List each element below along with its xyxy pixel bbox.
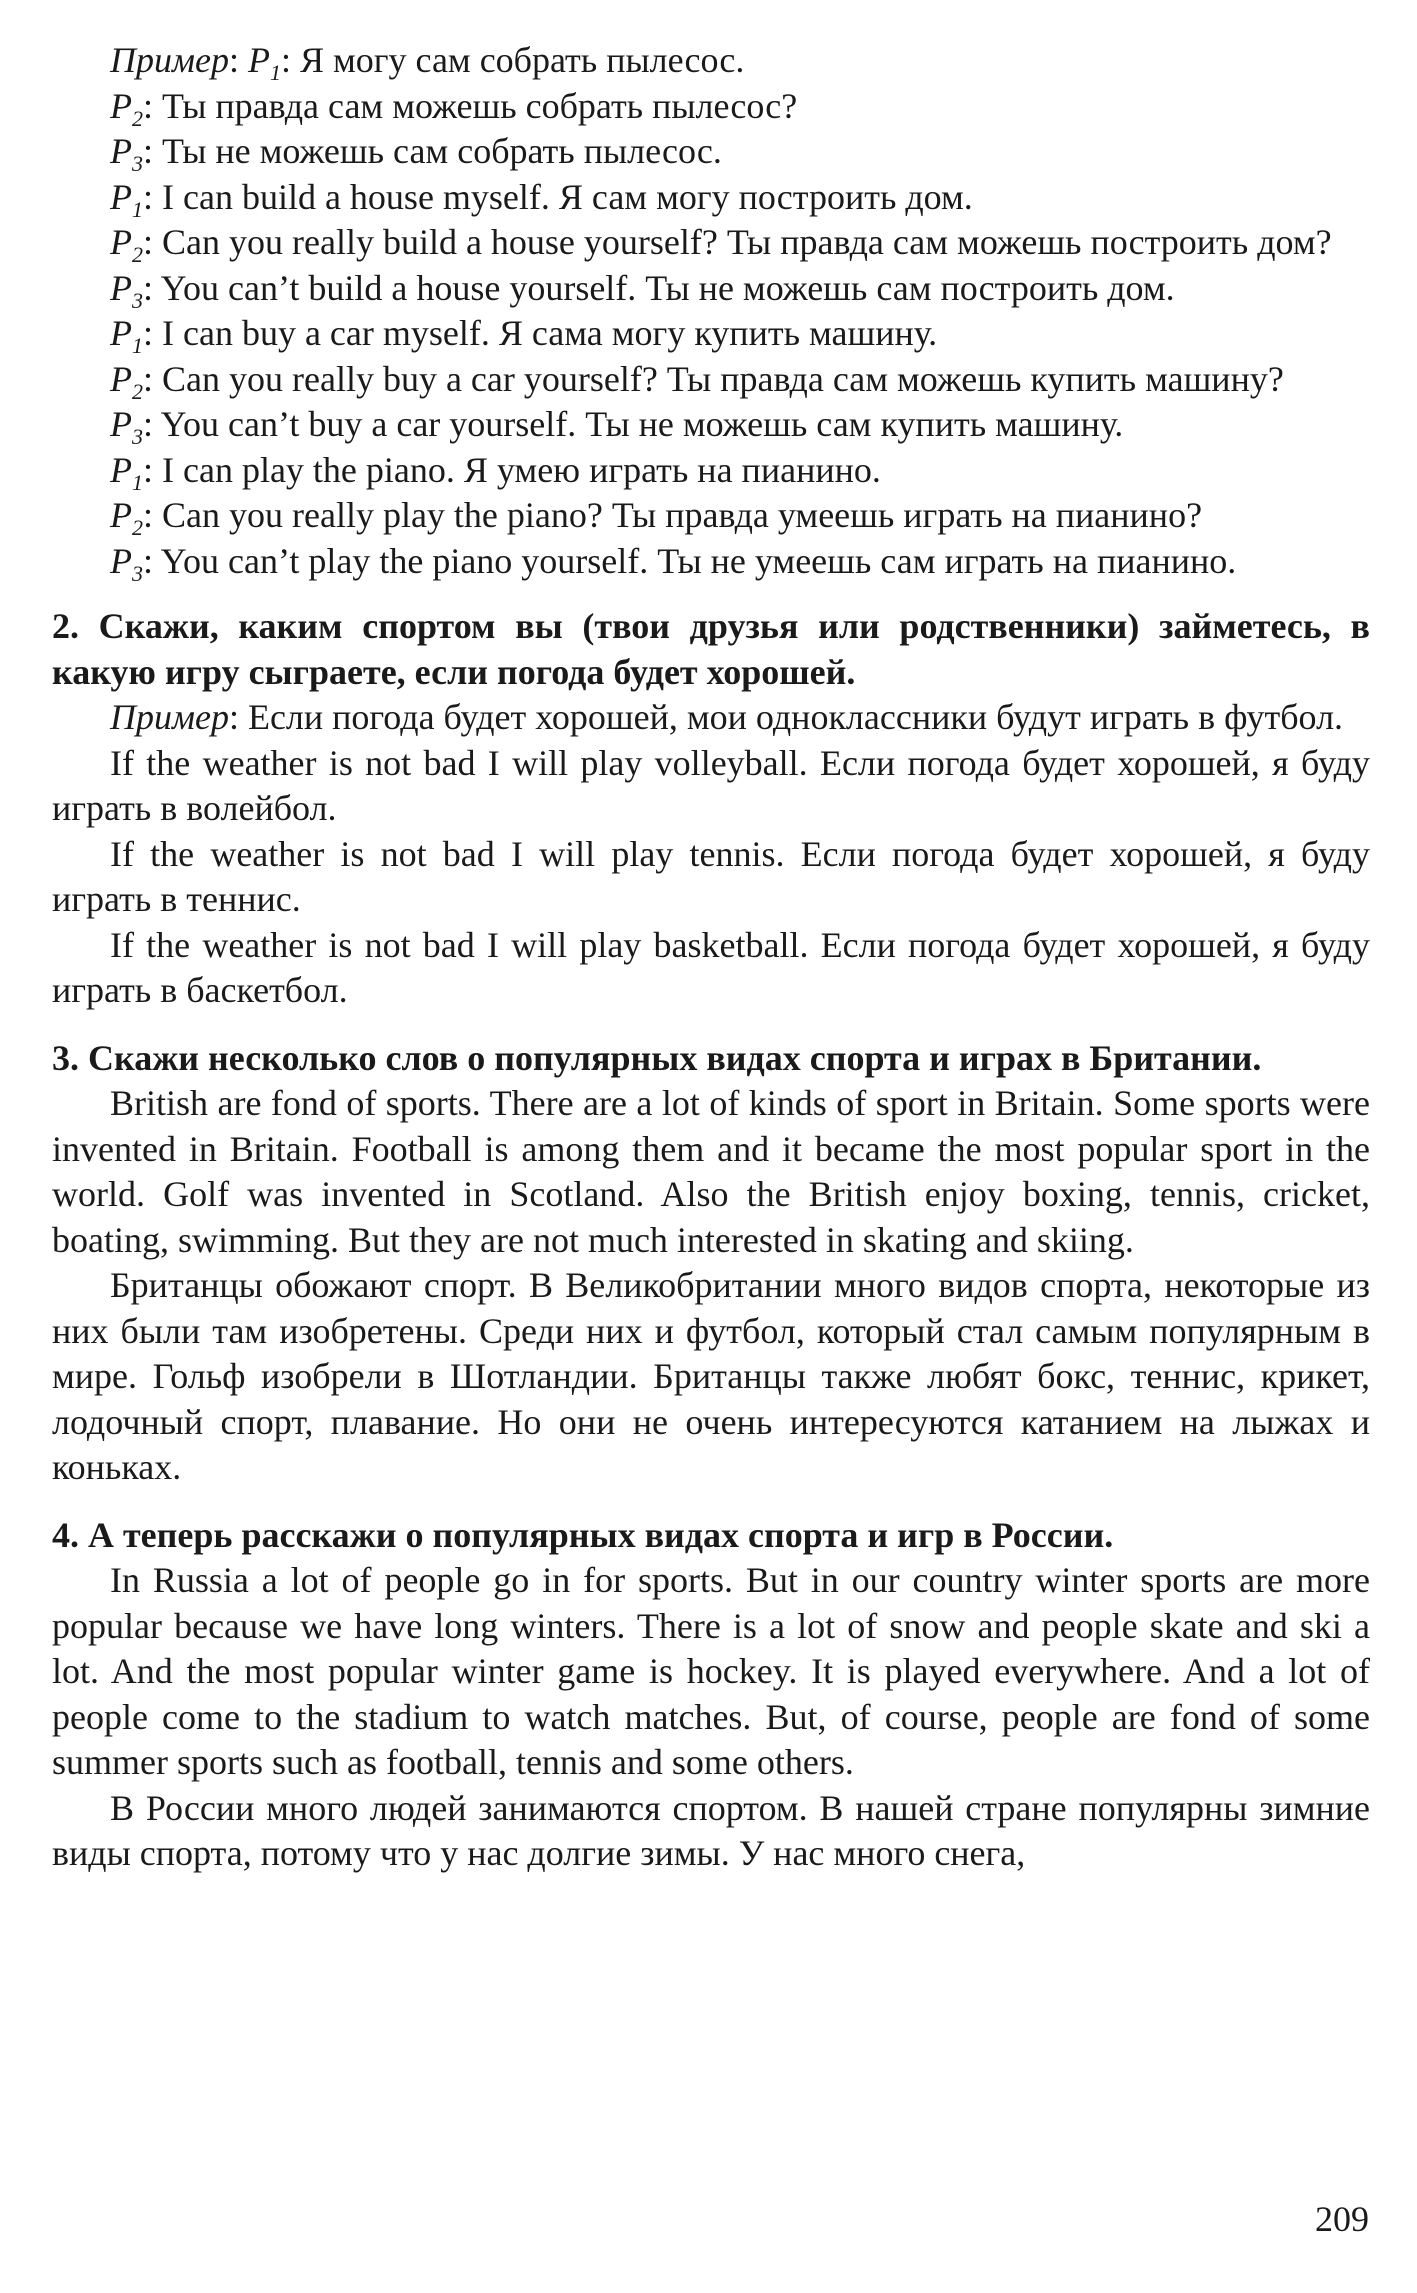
example-label: Пример — [110, 697, 229, 737]
dialogue-line: $P_3$: You can’t play the piano yourself. Ты не умеешь сам играть на пианино. — [110, 540, 1237, 586]
section-2-paragraph: If the weather is not bad I will play tennis. Если погода будет хорошей, я буду играть в теннис. — [52, 833, 1370, 919]
page-number: 209 — [1315, 2199, 1369, 2239]
dialogue-line: $P_3$: You can’t buy a car yourself. Ты не можешь сам купить машину. — [110, 404, 1124, 450]
section-2-heading: 2. Скажи, каким спортом вы (твои друзья или родственники) займетесь, в какую игру сыграете, если погода будет хорошей. — [52, 606, 1370, 692]
example-label: Пример — [110, 40, 229, 80]
dialogue-line: $P_2$: Can you really build a house yourself? Ты правда сам можешь построить дом? — [110, 222, 1332, 268]
section-2-paragraph: If the weather is not bad I will play basketball. Если погода будет хорошей, я буду играть в баскетбол. — [52, 924, 1370, 1010]
section-3-paragraph: British are fond of sports. There are a lot of kinds of sport in Britain. Some sports were invented in Britain. Football is among them and it became the most popular sport in the world. Golf was invented in Scotland. Also the British enjoy boxing, tennis, cricket, boating, swimming. But they are not much interested in skating and skiing. — [52, 1083, 1370, 1260]
dialogue-line: $P_2$: Ты правда сам можешь собрать пылесос? — [110, 85, 798, 131]
section-4-paragraph: В России много людей занимаются спортом. В нашей стране популярны зимние виды спорта, потому что у нас долгие зимы. У нас много снега, — [52, 1787, 1370, 1873]
section-4-heading: 4. А теперь расскажи о популярных видах спорта и игр в России. — [52, 1514, 1114, 1555]
dialogue-line: $P_2$: Can you really buy a car yourself? Ты правда сам можешь купить машину? — [110, 358, 1284, 404]
dialogue-line: $P_1$: I can buy a car myself. Я сама могу купить машину. — [110, 313, 938, 359]
section-2-example: Пример: Если погода будет хорошей, мои одноклассники будут играть в футбол. — [110, 697, 1344, 737]
section-4-paragraph: In Russia a lot of people go in for sports. But in our country winter sports are more popular because we have long winters. There is a lot of snow and people skate and ski a lot. And the most popular winter game is hockey. It is played everywhere. And a lot of people come to the stadium to watch matches. But, of course, people are fond of some summer sports such as football, tennis and some others. — [52, 1560, 1370, 1782]
dialogue-line: $P_1$: I can build a house myself. Я сам могу построить дом. — [110, 176, 973, 222]
page-body — [52, 38, 1370, 1877]
section-2-paragraph: If the weather is not bad I will play volleyball. Если погода будет хорошей, я буду играть в волейбол. — [52, 742, 1370, 828]
section-3-heading: 3. Скажи несколько слов о популярных видах спорта и играх в Британии. — [52, 1037, 1262, 1078]
dialogue-line: $P_3$: Ты не можешь сам собрать пылесос. — [110, 131, 722, 177]
dialogue-line: $P_3$: You can’t build a house yourself. Ты не можешь сам построить дом. — [110, 267, 1175, 313]
section-3-paragraph: Британцы обожают спорт. В Великобритании много видов спорта, некоторые из них были там изобретены. Среди них и футбол, который стал самым популярным в мире. Гольф изобрели в Шотландии. Британцы также любят бокс, теннис, крикет, лодочный спорт, плавание. Но они не очень интересуются катанием на лыжах и коньках. — [52, 1265, 1370, 1487]
dialogue-line: $P_2$: Can you really play the piano? Ты правда умеешь играть на пианино? — [110, 495, 1203, 541]
dialogue-line: Пример: $P_1$: Я могу сам собрать пылесос. — [110, 40, 745, 86]
dialogue-line: $P_1$: I can play the piano. Я умею играть на пианино. — [110, 449, 881, 495]
